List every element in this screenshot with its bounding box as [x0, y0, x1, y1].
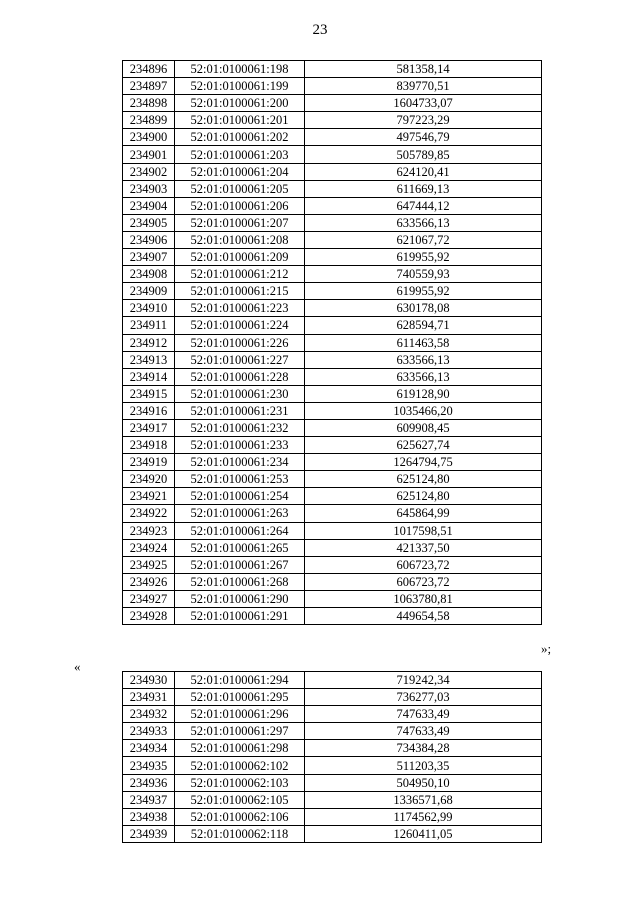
cadastral-table-1: [122, 60, 542, 625]
row-number-cell: 234912: [123, 334, 175, 351]
value-cell: 1035466,20: [305, 402, 542, 419]
table-row: [123, 488, 542, 505]
table-row: [123, 231, 542, 248]
row-number-cell: 234922: [123, 505, 175, 522]
cadastral-number-cell: 52:01:0100061:204: [175, 163, 305, 180]
value-cell: 1604733,07: [305, 95, 542, 112]
row-number-cell: 234899: [123, 112, 175, 129]
cadastral-number-cell: 52:01:0100061:224: [175, 317, 305, 334]
page-number: 23: [312, 22, 328, 38]
cadastral-number-cell: 52:01:0100061:232: [175, 419, 305, 436]
row-number-cell: 234939: [123, 825, 175, 842]
cadastral-number-cell: 52:01:0100061:215: [175, 283, 305, 300]
cadastral-table-2-body: [123, 672, 542, 843]
cadastral-number-cell: 52:01:0100061:231: [175, 402, 305, 419]
cadastral-table-1-body: [123, 61, 542, 625]
value-cell: 625627,74: [305, 437, 542, 454]
row-number-cell: 234936: [123, 774, 175, 791]
cadastral-number-cell: 52:01:0100061:226: [175, 334, 305, 351]
cadastral-number-cell: 52:01:0100061:203: [175, 146, 305, 163]
table-row: [123, 791, 542, 808]
cadastral-number-cell: 52:01:0100061:201: [175, 112, 305, 129]
row-number-cell: 234919: [123, 454, 175, 471]
cadastral-number-cell: 52:01:0100061:209: [175, 249, 305, 266]
value-cell: 625124,80: [305, 471, 542, 488]
row-number-cell: 234905: [123, 214, 175, 231]
table-row: [123, 95, 542, 112]
cadastral-number-cell: 52:01:0100061:296: [175, 706, 305, 723]
row-number-cell: 234921: [123, 488, 175, 505]
table-row: [123, 180, 542, 197]
row-number-cell: 234925: [123, 556, 175, 573]
cadastral-number-cell: 52:01:0100061:206: [175, 197, 305, 214]
table-row: [123, 419, 542, 436]
row-number-cell: 234907: [123, 249, 175, 266]
table-row: [123, 740, 542, 757]
table-row: [123, 505, 542, 522]
value-cell: 606723,72: [305, 573, 542, 590]
cadastral-number-cell: 52:01:0100061:207: [175, 214, 305, 231]
cadastral-number-cell: 52:01:0100061:290: [175, 590, 305, 607]
cadastral-number-cell: 52:01:0100061:264: [175, 522, 305, 539]
table-row: [123, 689, 542, 706]
cadastral-number-cell: 52:01:0100061:227: [175, 351, 305, 368]
table-row: [123, 437, 542, 454]
value-cell: 747633,49: [305, 723, 542, 740]
cadastral-number-cell: 52:01:0100061:199: [175, 78, 305, 95]
table-row: [123, 300, 542, 317]
table-row: [123, 61, 542, 78]
table-row: [123, 825, 542, 842]
cadastral-number-cell: 52:01:0100062:105: [175, 791, 305, 808]
value-cell: 611463,58: [305, 334, 542, 351]
row-number-cell: 234924: [123, 539, 175, 556]
table-row: [123, 454, 542, 471]
cadastral-number-cell: 52:01:0100061:263: [175, 505, 305, 522]
table-row: [123, 723, 542, 740]
row-number-cell: 234934: [123, 740, 175, 757]
cadastral-number-cell: 52:01:0100061:294: [175, 672, 305, 689]
row-number-cell: 234928: [123, 608, 175, 625]
table-row: [123, 197, 542, 214]
cadastral-number-cell: 52:01:0100061:230: [175, 385, 305, 402]
row-number-cell: 234915: [123, 385, 175, 402]
cadastral-number-cell: 52:01:0100061:223: [175, 300, 305, 317]
table-row: [123, 522, 542, 539]
row-number-cell: 234913: [123, 351, 175, 368]
value-cell: 719242,34: [305, 672, 542, 689]
table-row: [123, 608, 542, 625]
table-row: [123, 146, 542, 163]
value-cell: 505789,85: [305, 146, 542, 163]
cadastral-number-cell: 52:01:0100061:253: [175, 471, 305, 488]
cadastral-number-cell: 52:01:0100061:234: [175, 454, 305, 471]
cadastral-number-cell: 52:01:0100061:198: [175, 61, 305, 78]
table-row: [123, 317, 542, 334]
row-number-cell: 234916: [123, 402, 175, 419]
cadastral-number-cell: 52:01:0100061:208: [175, 231, 305, 248]
value-cell: 511203,35: [305, 757, 542, 774]
row-number-cell: 234908: [123, 266, 175, 283]
closing-quote: »;: [541, 641, 552, 656]
table-row: [123, 385, 542, 402]
row-number-cell: 234920: [123, 471, 175, 488]
table-row: [123, 368, 542, 385]
value-cell: 619955,92: [305, 249, 542, 266]
value-cell: 1260411,05: [305, 825, 542, 842]
value-cell: 619128,90: [305, 385, 542, 402]
row-number-cell: 234931: [123, 689, 175, 706]
row-number-cell: 234935: [123, 757, 175, 774]
row-number-cell: 234910: [123, 300, 175, 317]
cadastral-number-cell: 52:01:0100061:233: [175, 437, 305, 454]
table-row: [123, 78, 542, 95]
value-cell: 734384,28: [305, 740, 542, 757]
table-row: [123, 129, 542, 146]
cadastral-number-cell: 52:01:0100061:298: [175, 740, 305, 757]
table-row: [123, 334, 542, 351]
value-cell: 633566,13: [305, 351, 542, 368]
table-row: [123, 573, 542, 590]
opening-quote: «: [74, 659, 81, 674]
value-cell: 740559,93: [305, 266, 542, 283]
table-row: [123, 590, 542, 607]
table-row: [123, 706, 542, 723]
value-cell: 630178,08: [305, 300, 542, 317]
value-cell: 628594,71: [305, 317, 542, 334]
table-row: [123, 249, 542, 266]
row-number-cell: 234909: [123, 283, 175, 300]
row-number-cell: 234933: [123, 723, 175, 740]
value-cell: 747633,49: [305, 706, 542, 723]
table-row: [123, 266, 542, 283]
value-cell: 1336571,68: [305, 791, 542, 808]
row-number-cell: 234897: [123, 78, 175, 95]
cadastral-number-cell: 52:01:0100061:254: [175, 488, 305, 505]
row-number-cell: 234930: [123, 672, 175, 689]
cadastral-table-2: [122, 671, 542, 843]
row-number-cell: 234927: [123, 590, 175, 607]
row-number-cell: 234938: [123, 808, 175, 825]
row-number-cell: 234900: [123, 129, 175, 146]
value-cell: 1017598,51: [305, 522, 542, 539]
cadastral-number-cell: 52:01:0100061:297: [175, 723, 305, 740]
cadastral-number-cell: 52:01:0100061:200: [175, 95, 305, 112]
value-cell: 624120,41: [305, 163, 542, 180]
table-row: [123, 163, 542, 180]
row-number-cell: 234904: [123, 197, 175, 214]
row-number-cell: 234902: [123, 163, 175, 180]
value-cell: 633566,13: [305, 368, 542, 385]
table-row: [123, 808, 542, 825]
value-cell: 797223,29: [305, 112, 542, 129]
row-number-cell: 234918: [123, 437, 175, 454]
cadastral-number-cell: 52:01:0100061:205: [175, 180, 305, 197]
value-cell: 611669,13: [305, 180, 542, 197]
cadastral-number-cell: 52:01:0100062:106: [175, 808, 305, 825]
row-number-cell: 234937: [123, 791, 175, 808]
value-cell: 609908,45: [305, 419, 542, 436]
row-number-cell: 234932: [123, 706, 175, 723]
table-row: [123, 351, 542, 368]
value-cell: 839770,51: [305, 78, 542, 95]
value-cell: 625124,80: [305, 488, 542, 505]
table-row: [123, 539, 542, 556]
value-cell: 581358,14: [305, 61, 542, 78]
row-number-cell: 234917: [123, 419, 175, 436]
value-cell: 1063780,81: [305, 590, 542, 607]
row-number-cell: 234903: [123, 180, 175, 197]
value-cell: 736277,03: [305, 689, 542, 706]
cadastral-number-cell: 52:01:0100062:103: [175, 774, 305, 791]
value-cell: 497546,79: [305, 129, 542, 146]
row-number-cell: 234906: [123, 231, 175, 248]
cadastral-number-cell: 52:01:0100061:295: [175, 689, 305, 706]
row-number-cell: 234911: [123, 317, 175, 334]
value-cell: 633566,13: [305, 214, 542, 231]
cadastral-number-cell: 52:01:0100061:212: [175, 266, 305, 283]
row-number-cell: 234923: [123, 522, 175, 539]
row-number-cell: 234898: [123, 95, 175, 112]
table-row: [123, 283, 542, 300]
table-row: [123, 214, 542, 231]
value-cell: 504950,10: [305, 774, 542, 791]
table-row: [123, 471, 542, 488]
value-cell: 421337,50: [305, 539, 542, 556]
row-number-cell: 234926: [123, 573, 175, 590]
cadastral-number-cell: 52:01:0100061:265: [175, 539, 305, 556]
value-cell: 645864,99: [305, 505, 542, 522]
row-number-cell: 234914: [123, 368, 175, 385]
table-row: [123, 402, 542, 419]
value-cell: 647444,12: [305, 197, 542, 214]
table-row: [123, 672, 542, 689]
table-row: [123, 556, 542, 573]
value-cell: 1264794,75: [305, 454, 542, 471]
cadastral-number-cell: 52:01:0100061:268: [175, 573, 305, 590]
cadastral-number-cell: 52:01:0100061:267: [175, 556, 305, 573]
cadastral-number-cell: 52:01:0100061:202: [175, 129, 305, 146]
cadastral-number-cell: 52:01:0100061:228: [175, 368, 305, 385]
value-cell: 449654,58: [305, 608, 542, 625]
table-row: [123, 757, 542, 774]
value-cell: 619955,92: [305, 283, 542, 300]
cadastral-number-cell: 52:01:0100061:291: [175, 608, 305, 625]
value-cell: 606723,72: [305, 556, 542, 573]
table-row: [123, 112, 542, 129]
cadastral-number-cell: 52:01:0100062:102: [175, 757, 305, 774]
value-cell: 1174562,99: [305, 808, 542, 825]
row-number-cell: 234901: [123, 146, 175, 163]
value-cell: 621067,72: [305, 231, 542, 248]
table-row: [123, 774, 542, 791]
cadastral-number-cell: 52:01:0100062:118: [175, 825, 305, 842]
row-number-cell: 234896: [123, 61, 175, 78]
